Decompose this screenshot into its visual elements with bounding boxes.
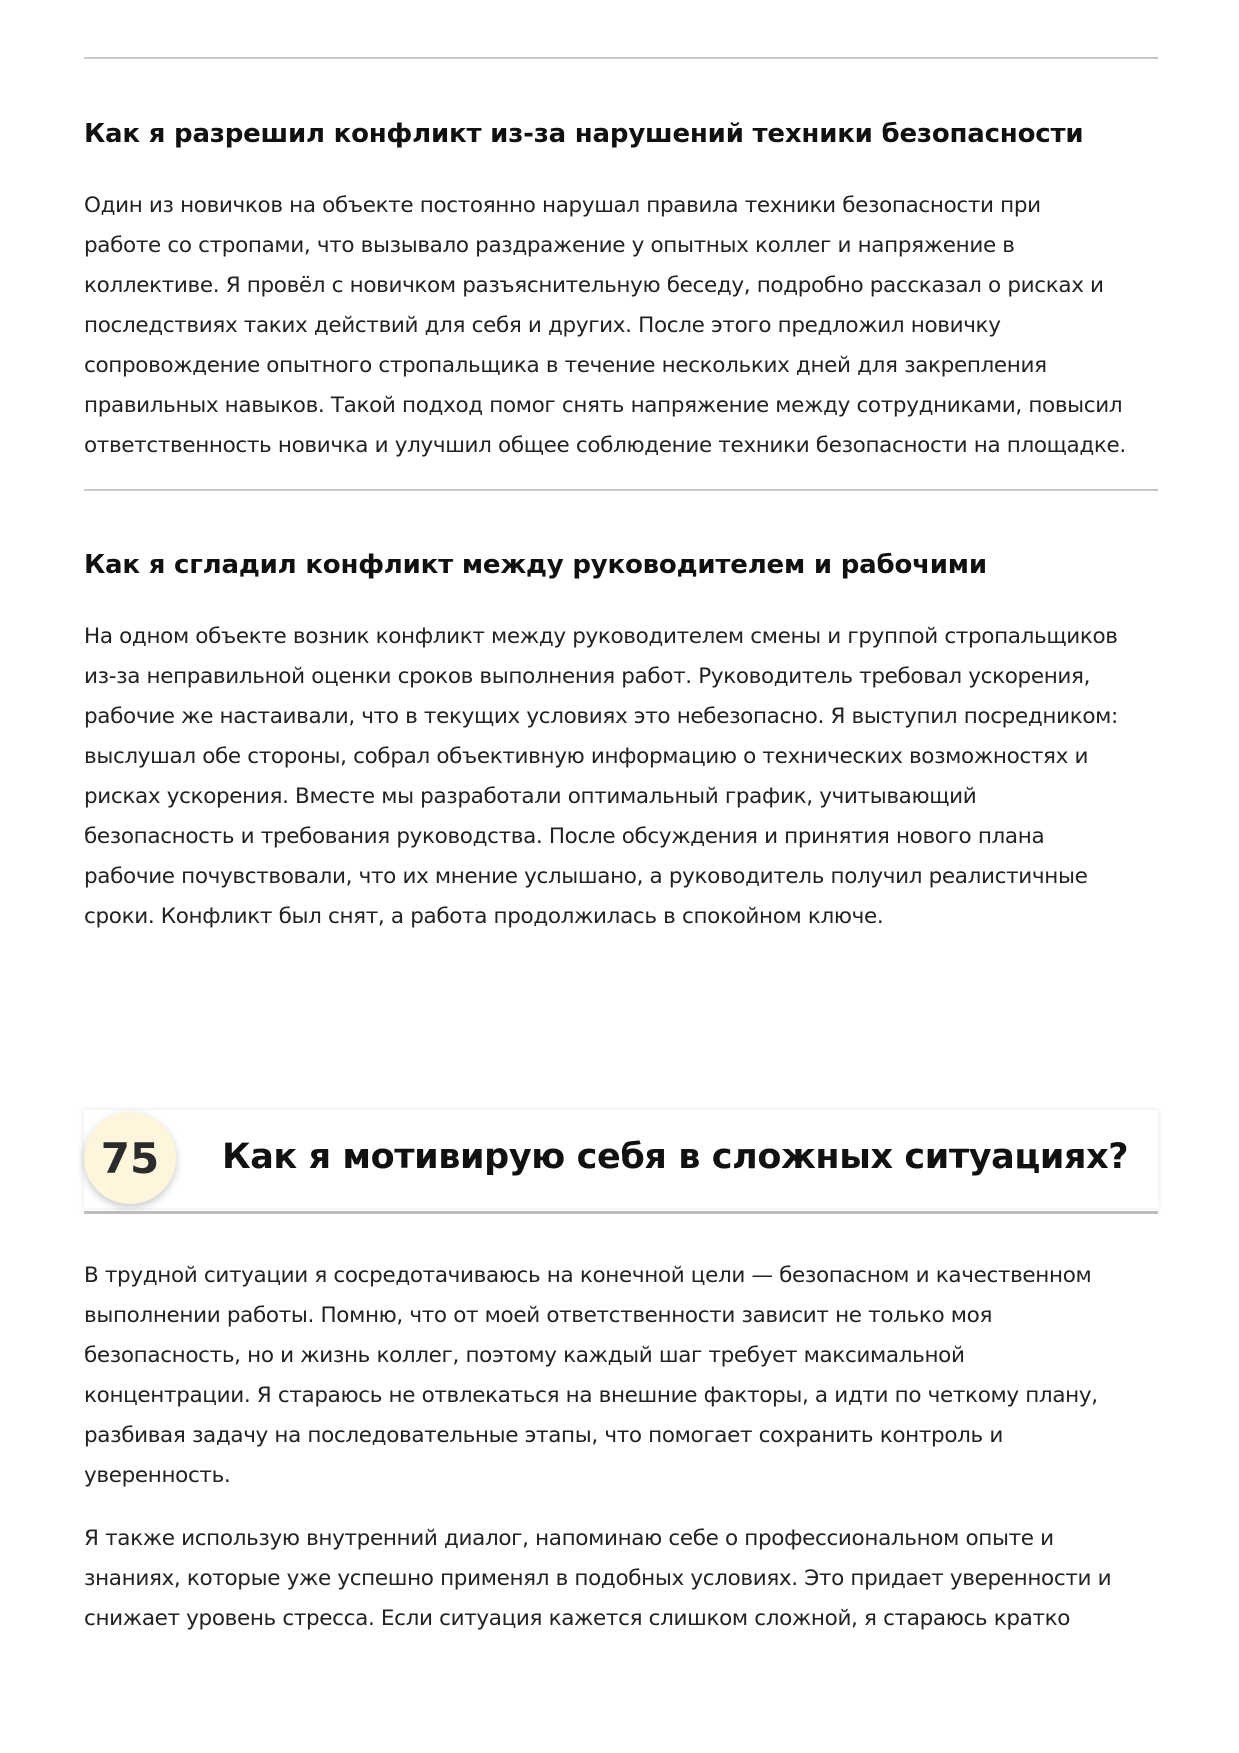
answer-line: безопасность, но и жизнь коллег, поэтому каждый шаг требует максимальной xyxy=(84,1343,965,1368)
section-1-title: Как я разрешил конфликт из-за нарушений техники безопасности xyxy=(84,119,1084,149)
section-1-line: правильных навыков. Такой подход помог снять напряжение между сотрудниками, повысил xyxy=(84,393,1123,418)
answer-line: концентрации. Я стараюсь не отвлекаться на внешние факторы, а идти по четкому плану, xyxy=(84,1383,1098,1408)
section-1-body xyxy=(84,186,1158,466)
section-2-line: сроки. Конфликт был снят, а работа продолжилась в спокойном ключе. xyxy=(84,904,884,929)
question-header xyxy=(84,1110,1158,1208)
answer-line: разбивая задачу на последовательные этапы, что помогает сохранить контроль и xyxy=(84,1423,1003,1448)
section-1-line: сопровождение опытного стропальщика в течение нескольких дней для закрепления xyxy=(84,353,1047,378)
section-divider xyxy=(84,489,1158,491)
question-divider xyxy=(84,1211,1158,1214)
section-2-line: из-за неправильной оценки сроков выполнения работ. Руководитель требовал ускорения, xyxy=(84,664,1091,689)
answer-line: снижает уровень стресса. Если ситуация кажется слишком сложной, я стараюсь кратко xyxy=(84,1606,1071,1631)
section-1-line: последствиях таких действий для себя и других. После этого предложил новичку xyxy=(84,313,1001,338)
section-1-line: ответственность новичка и улучшил общее соблюдение техники безопасности на площадке. xyxy=(84,433,1126,458)
section-2-line: рабочие почувствовали, что их мнение услышано, а руководитель получил реалистичные xyxy=(84,864,1088,889)
answer-line: Я также использую внутренний диалог, напоминаю себе о профессиональном опыте и xyxy=(84,1526,1054,1551)
section-1-line: работе со стропами, что вызывало раздражение у опытных коллег и напряжение в xyxy=(84,233,1015,258)
section-2-line: На одном объекте возник конфликт между руководителем смены и группой стропальщиков xyxy=(84,624,1118,649)
answer-line: В трудной ситуации я сосредотачиваюсь на конечной цели — безопасном и качественном xyxy=(84,1263,1092,1288)
section-2-line: рабочие же настаивали, что в текущих условиях это небезопасно. Я выступил посредником: xyxy=(84,704,1118,729)
answer-line: знаниях, которые уже успешно применял в подобных условиях. Это придает уверенности и xyxy=(84,1566,1112,1591)
section-2-line: выслушал обе стороны, собрал объективную информацию о технических возможностях и xyxy=(84,744,1089,769)
section-2-body xyxy=(84,617,1158,937)
section-1-line: коллективе. Я провёл с новичком разъяснительную беседу, подробно рассказал о рисках и xyxy=(84,273,1104,298)
question-number-badge: 75 xyxy=(84,1112,176,1204)
section-2-title: Как я сгладил конфликт между руководителем и рабочими xyxy=(84,550,987,580)
section-2-line: рисках ускорения. Вместе мы разработали оптимальный график, учитывающий xyxy=(84,784,977,809)
answer-paragraph-1 xyxy=(84,1256,1158,1496)
answer-line: выполнении работы. Помню, что от моей ответственности зависит не только моя xyxy=(84,1303,993,1328)
answer-line: уверенность. xyxy=(84,1463,231,1488)
answer-paragraph-2 xyxy=(84,1519,1158,1639)
question-title: Как я мотивирую себя в сложных ситуациях? xyxy=(222,1137,1129,1177)
section-1-line: Один из новичков на объекте постоянно нарушал правила техники безопасности при xyxy=(84,193,1041,218)
top-divider xyxy=(84,57,1158,59)
section-2-line: безопасность и требования руководства. После обсуждения и принятия нового плана xyxy=(84,824,1045,849)
